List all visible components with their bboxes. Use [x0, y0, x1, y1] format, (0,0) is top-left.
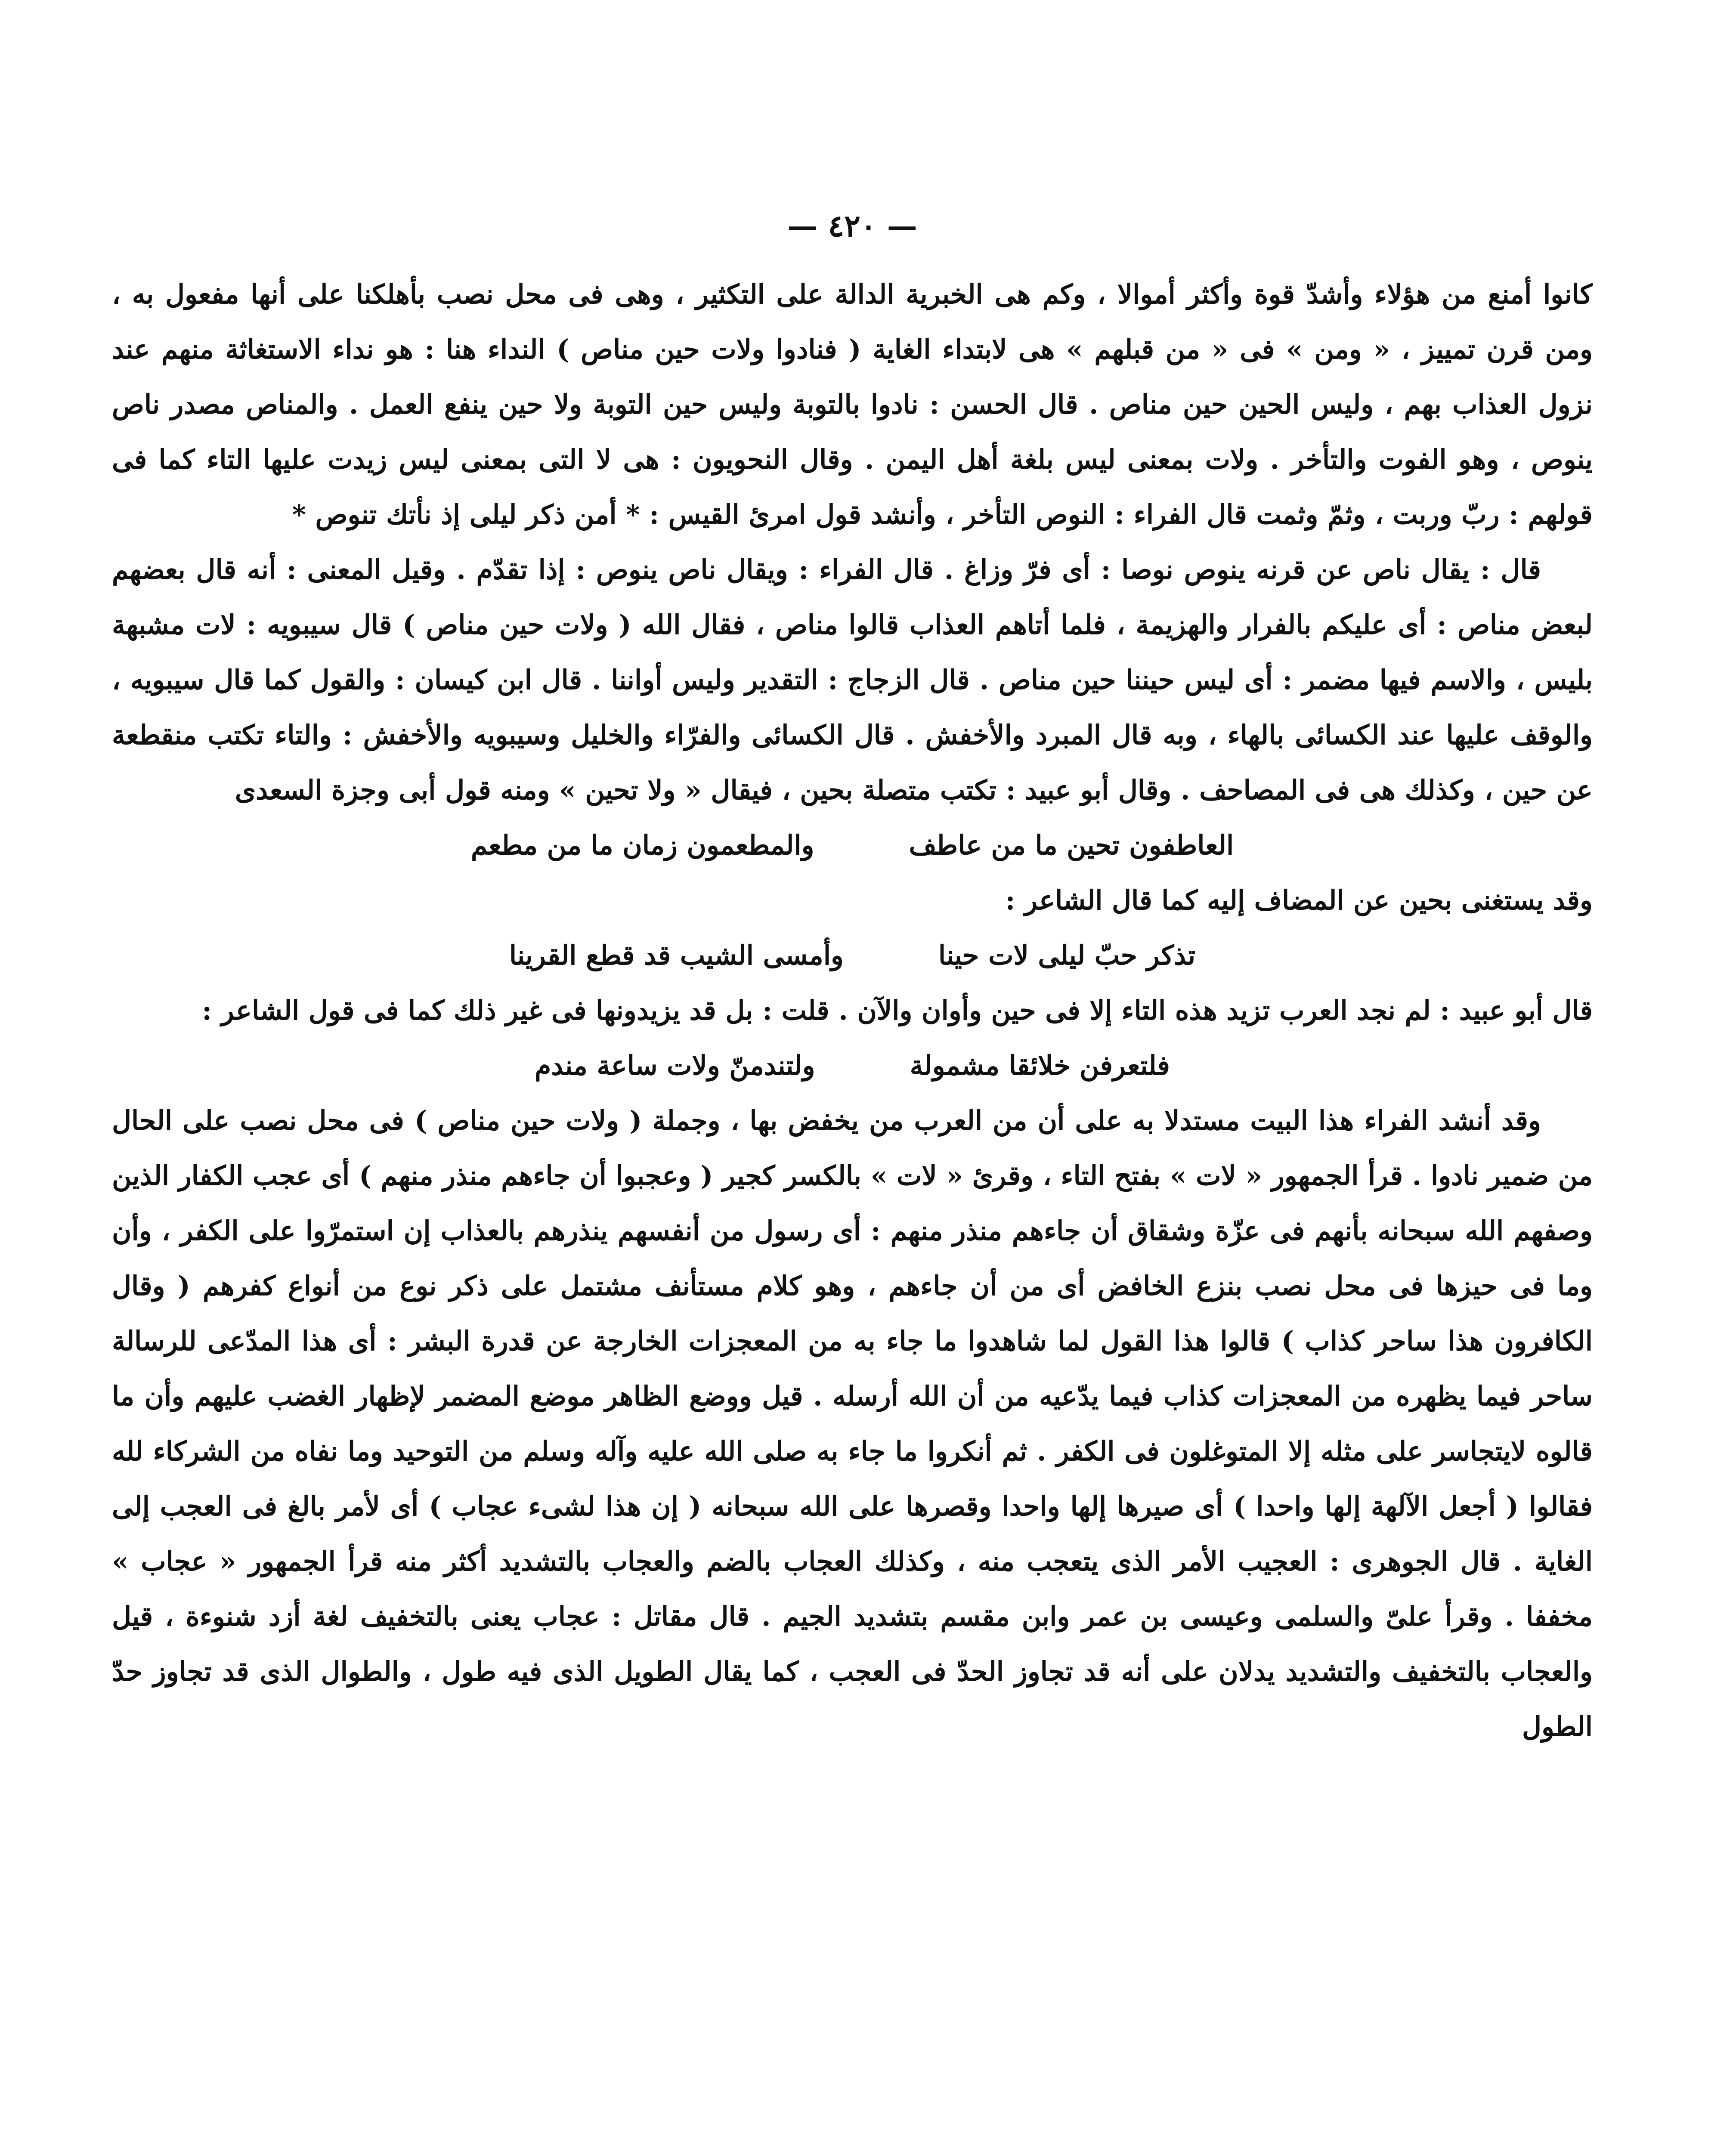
paragraph: كانوا أمنع من هؤلاء وأشدّ قوة وأكثر أموالا ، وكم هى الخبرية الدالة على التكثير ، وهى فى محل نصب بأهلكنا على أنها مفعول به ، ومن قرن تمييز ، « ومن » فى « من قبلهم » هى لابتداء الغاية ( فنادوا ولات حين مناص ) النداء هنا : هو نداء الاستغاثة منهم عند نزول العذاب بهم ، وليس الحين حين مناص . قال الحسن : نادوا بالتوبة وليس حين التوبة ولا حين ينفع العمل . والمناص مصدر ناص ينوص ، وهو الفوت والتأخر . ولات بمعنى ليس بلغة أهل اليمن . وقال النحويون : هى لا التى بمعنى ليس زيدت عليها التاء كما فى قولهم : ربّ وربت ، وثمّ وثمت قال الفراء : النوص التأخر ، وأنشد قول امرئ القيس : * أمن ذكر ليلى إذ نأتك تنوص *	[112, 278, 1593, 530]
verse-second-hemistich: وأمسى الشيب قد قطع القرينا	[509, 940, 844, 971]
verse-first-hemistich: فلتعرفن خلائقا مشمولة	[910, 1050, 1170, 1081]
poetry-verse	[112, 818, 1593, 873]
paragraph: قال أبو عبيد : لم نجد العرب تزيد هذه التاء إلا فى حين وأوان والآن . قلت : بل قد يزيدونها فى غير ذلك كما فى قول الشاعر :	[202, 995, 1593, 1026]
verse-second-hemistich: والمطعمون زمان ما من مطعم	[470, 829, 814, 861]
poetry-verse	[112, 928, 1593, 983]
page-number: — ٤٢٠ —	[787, 208, 917, 244]
paragraph: وقد يستغنى بحين عن المضاف إليه كما قال الشاعر :	[1005, 884, 1593, 916]
verse-first-hemistich: العاطفون تحين ما من عاطف	[909, 829, 1234, 861]
poetry-verse	[112, 1038, 1593, 1093]
paragraph: قال : يقال ناص عن قرنه ينوص نوصا : أى فرّ وزاغ . قال الفراء : ويقال ناص ينوص : إذا تقدّم . وقيل المعنى : أنه قال بعضهم لبعض مناص : أى عليكم بالفرار والهزيمة ، فلما أتاهم العذاب قالوا مناص ، فقال الله ( ولات حين مناص ) قال سيبويه : لات مشبهة بليس ، والاسم فيها مضمر : أى ليس حيننا حين مناص . قال الزجاج : التقدير وليس أواننا . قال ابن كيسان : والقول كما قال سيبويه ، والوقف عليها عند الكسائى بالهاء ، وبه قال المبرد والأخفش . قال الكسائى والفرّاء والخليل وسيبويه والأخفش : والتاء تكتب منقطعة عن حين ، وكذلك هى فى المصاحف . وقال أبو عبيد : تكتب متصلة بحين ، فيقال « ولا تحين » ومنه قول أبى وجزة السعدى	[112, 554, 1593, 806]
paragraph: وقد أنشد الفراء هذا البيت مستدلا به على أن من العرب من يخفض بها ، وجملة ( ولات حين مناص ) فى محل نصب على الحال من ضمير نادوا . قرأ الجمهور « لات » بفتح التاء ، وقرئ « لات » بالكسر كجير ( وعجبوا أن جاءهم منذر منهم ) أى عجب الكفار الذين وصفهم الله سبحانه بأنهم فى عزّة وشقاق أن جاءهم منذر منهم : أى رسول من أنفسهم ينذرهم بالعذاب إن استمرّوا على الكفر ، وأن وما فى حيزها فى محل نصب بنزع الخافض أى من أن جاءهم ، وهو كلام مستأنف مشتمل على ذكر نوع من أنواع كفرهم ( وقال الكافرون هذا ساحر كذاب ) قالوا هذا القول لما شاهدوا ما جاء به من المعجزات الخارجة عن قدرة البشر : أى هذا المدّعى للرسالة ساحر فيما يظهره من المعجزات كذاب فيما يدّعيه من أن الله أرسله . قيل ووضع الظاهر موضع المضمر لإظهار الغضب عليهم وأن ما قالوه لايتجاسر على مثله إلا المتوغلون فى الكفر . ثم أنكروا ما جاء به صلى الله عليه وآله وسلم من التوحيد وما نفاه من الشركاء لله فقالوا ( أجعل الآلهة إلها واحدا ) أى صيرها إلها واحدا وقصرها على الله سبحانه ( إن هذا لشىء عجاب ) أى لأمر بالغ فى العجب إلى الغاية . قال الجوهرى : العجيب الأمر الذى يتعجب منه ، وكذلك العجاب بالضم والعجاب بالتشديد أكثر منه قرأ الجمهور « عجاب » مخففا . وقرأ علىّ والسلمى وعيسى بن عمر وابن مقسم بتشديد الجيم . قال مقاتل : عجاب يعنى بالتخفيف لغة أزد شنوءة ، قيل والعجاب بالتخفيف والتشديد يدلان على أنه قد تجاوز الحدّ فى العجب ، كما يقال الطويل الذى فيه طول ، والطوال الذى قد تجاوز حدّ الطول	[112, 1105, 1593, 1742]
verse-first-hemistich: تذكر حبّ ليلى لات حينا	[938, 940, 1196, 971]
verse-second-hemistich: ولتندمنّ ولات ساعة مندم	[535, 1050, 815, 1081]
document-page	[112, 207, 1593, 2152]
